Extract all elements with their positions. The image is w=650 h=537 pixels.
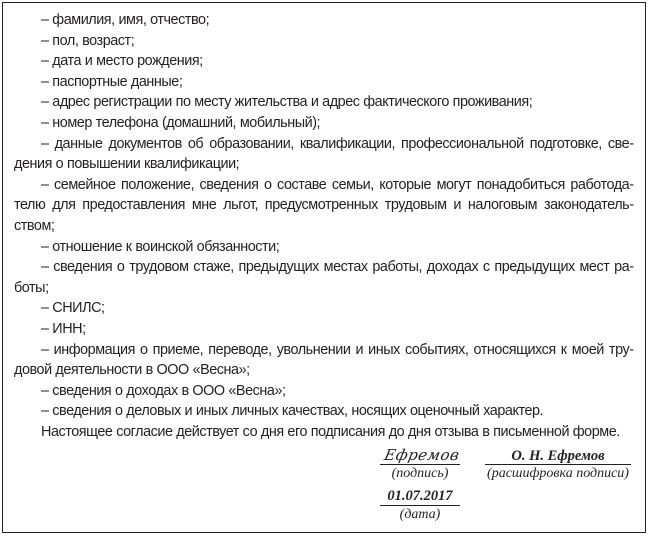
document-body [14,10,634,442]
list-item-full-name: – фамилия, имя, отчество; [41,12,210,28]
closing-sentence: Настоящее согласие действует со дня его подписания до дня отзыва в письменной форме. [41,423,620,440]
signature-caption: (подпись) [391,466,449,481]
list-item-inn: – ИНН; [41,320,86,337]
name-caption: (расшифровка подписи) [487,466,629,481]
signature-date: 01.07.2017 [387,488,453,504]
handwritten-signature: Ефремов [382,446,462,464]
list-item-work-experience: – сведения о трудовом стаже, предыдущих местах работы, доходах с предыдущих мест работы; [14,259,634,296]
list-item-phone: – номер телефона (домашний, мобильный); [41,114,321,131]
list-item-income: – сведения о доходах в ООО «Весна»; [41,382,286,399]
list-item-family: – семейное положение, сведения о составе семьи, которые могут понадобиться работодателю для предоставления мне льгот, предусмотренных трудовым и налоговым законодательством; [14,176,634,234]
list-item-passport: – паспортные данные; [41,73,183,90]
list-item-education: – данные документов об образовании, квалификации, профессиональной подготовке, сведения о повышении квалификации; [14,135,634,173]
list-item-qualities: – сведения о деловых и иных личных качествах, носящих оценочный характер. [41,403,544,420]
list-item-military: – отношение к воинской обязанности; [41,238,280,255]
date-caption: (дата) [399,507,441,522]
signatory-name: О. Н. Ефремов [511,448,605,464]
list-item-employment-events: – информация о приеме, переводе, увольнении и иных событиях, относящихся к моей трудовой деятельности в ООО «Весна»; [14,341,634,379]
list-item-gender-age: – пол, возраст; [41,32,135,49]
list-item-address: – адрес регистрации по месту жительства и адрес фактического проживания; [41,94,533,111]
list-item-birth: – дата и место рождения; [41,53,203,70]
list-item-snils: – СНИЛС; [41,300,105,317]
